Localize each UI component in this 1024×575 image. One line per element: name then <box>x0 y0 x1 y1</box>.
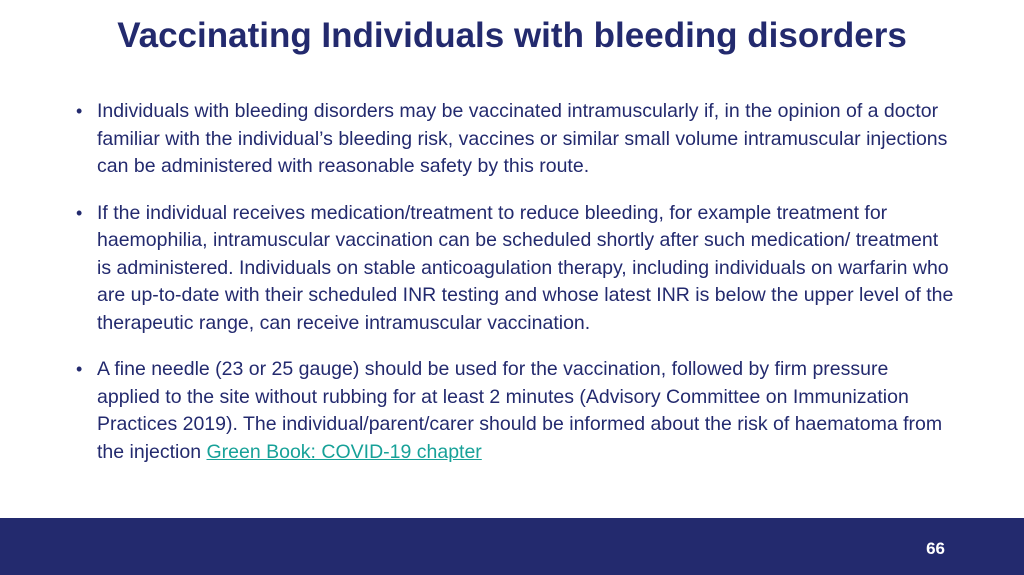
green-book-link[interactable]: Green Book: COVID-19 chapter <box>206 440 482 463</box>
bullet-item-2 <box>76 200 956 338</box>
bullet-dot-icon: • <box>76 101 83 121</box>
bullet-text-1: Individuals with bleeding disorders may be vaccinated intramuscularly if, in the opinion of a doctor familiar with the individual’s bleeding risk, vaccines or similar small volume intramuscular injections can be administered with reasonable safety by this route. <box>97 100 948 177</box>
footer-bar <box>0 518 1024 575</box>
bullet-dot-icon: • <box>76 359 83 379</box>
bullet-item-3 <box>76 356 956 466</box>
bullet-text-3: A fine needle (23 or 25 gauge) should be used for the vaccination, followed by firm pressure applied to the site without rubbing for at least 2 minutes (Advisory Committee on Immunization Practices 2019). The individual/parent/carer should be informed about the risk of haematoma from the injection <box>97 358 943 463</box>
bullet-list <box>76 98 956 485</box>
page-number: 66 <box>926 539 945 558</box>
bullet-item-1 <box>76 98 956 181</box>
bullet-text-2: If the individual receives medication/treatment to reduce bleeding, for example treatment for haemophilia, intramuscular vaccination can be scheduled shortly after such medication/ treatment is administered. Individuals on stable anticoagulation therapy, including individuals on warfarin who are up-to-date with their scheduled INR testing and whose latest INR is below the upper level of the therapeutic range, can receive intramuscular vaccination. <box>97 201 954 334</box>
bullet-dot-icon: • <box>76 202 83 223</box>
slide-title: Vaccinating Individuals with bleeding disorders <box>117 16 907 55</box>
